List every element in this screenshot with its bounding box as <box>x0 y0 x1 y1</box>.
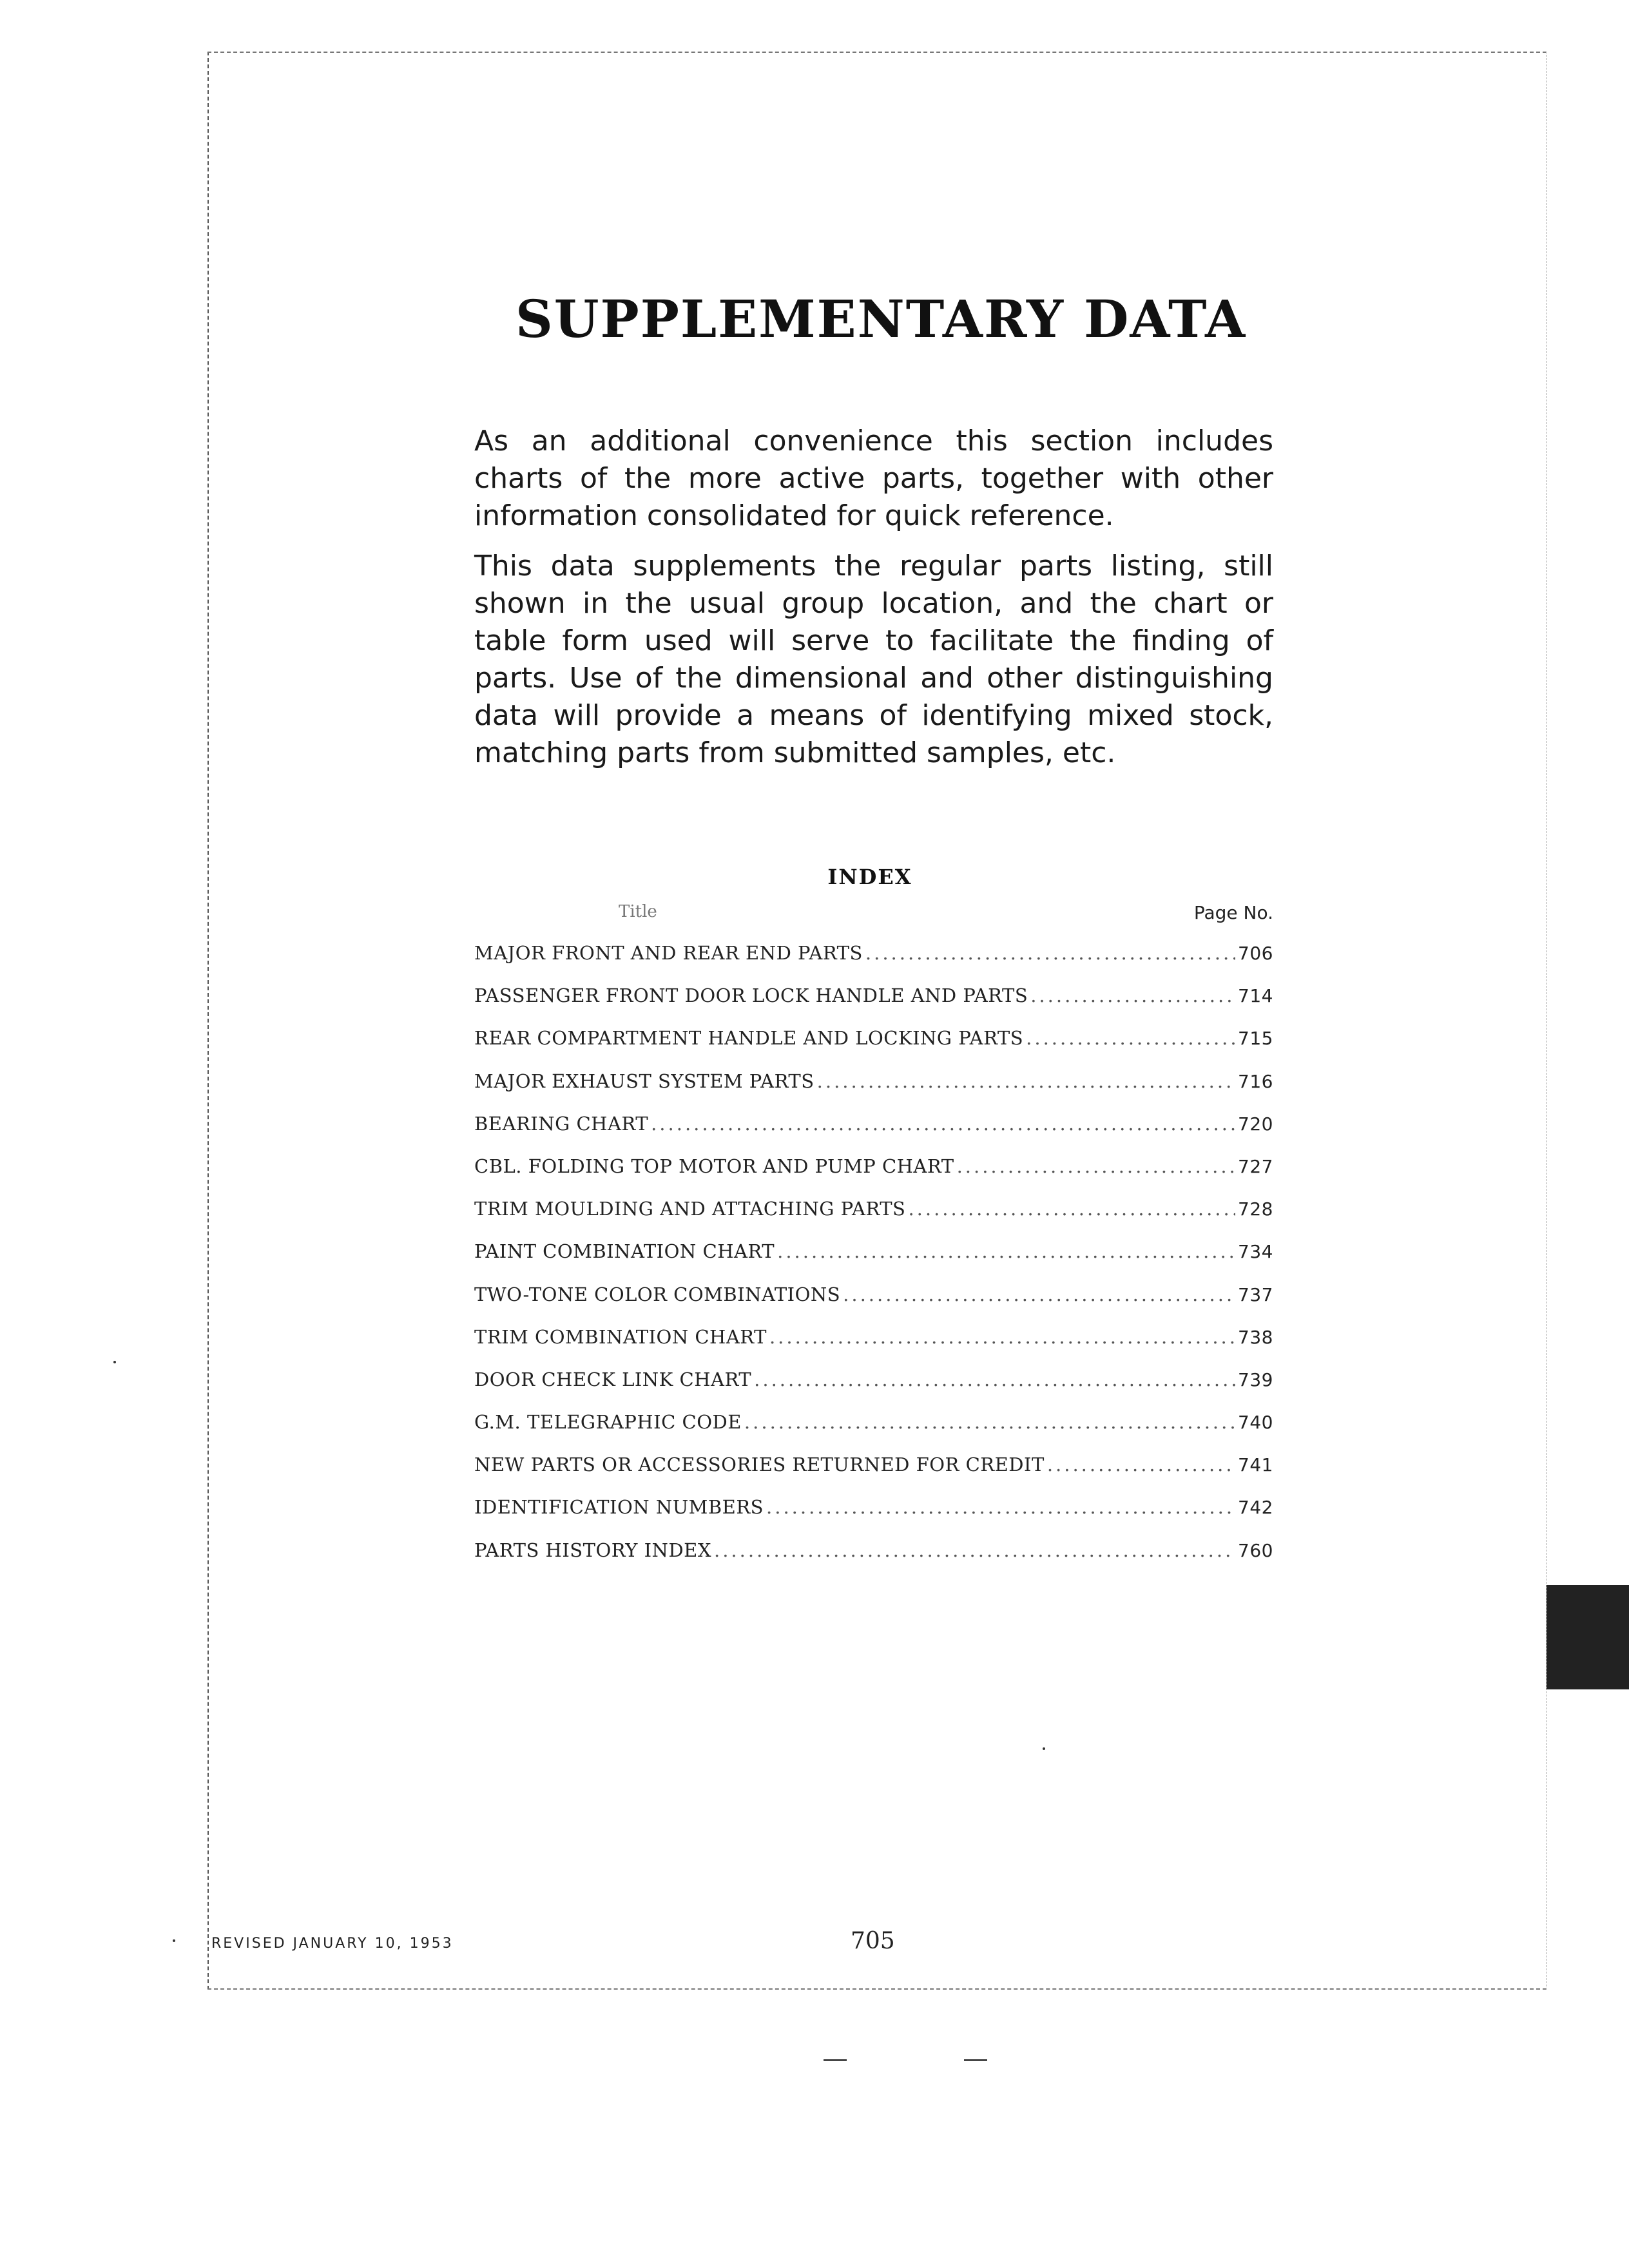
index-column-page-no: Page No. <box>1193 902 1273 923</box>
scan-speck <box>173 1939 175 1942</box>
dot-leader <box>843 1283 1235 1305</box>
index-entry-title: IDENTIFICATION NUMBERS <box>474 1496 764 1519</box>
index-entry-title: TWO-TONE COLOR COMBINATIONS <box>474 1283 841 1305</box>
dot-leader <box>754 1369 1235 1390</box>
index-entry-page: 714 <box>1238 985 1273 1007</box>
index-entry-page: 742 <box>1238 1497 1273 1519</box>
dot-leader <box>817 1070 1235 1092</box>
scan-dash <box>824 2059 847 2061</box>
dot-leader <box>957 1155 1235 1177</box>
index-entry-page: 738 <box>1238 1326 1273 1348</box>
index-entry-page: 734 <box>1238 1241 1273 1263</box>
index-entry-title: CBL. FOLDING TOP MOTOR AND PUMP CHART <box>474 1155 954 1177</box>
index-entry-page: 727 <box>1238 1155 1273 1177</box>
dot-leader <box>1030 985 1235 1006</box>
index-entry-title: MAJOR FRONT AND REAR END PARTS <box>474 942 863 964</box>
index-entry-title: PARTS HISTORY INDEX <box>474 1539 711 1561</box>
index-column-title: Title <box>619 902 657 921</box>
index-entry-title: G.M. TELEGRAPHIC CODE <box>474 1411 742 1434</box>
index-entry-title: NEW PARTS OR ACCESSORIES RETURNED FOR CREDIT <box>474 1454 1045 1476</box>
index-entry-title: REAR COMPARTMENT HANDLE AND LOCKING PARTS <box>474 1027 1024 1050</box>
dot-leader <box>908 1198 1235 1220</box>
index-entry-title: PAINT COMBINATION CHART <box>474 1240 775 1263</box>
index-entry-page: 739 <box>1238 1369 1273 1390</box>
dot-leader <box>651 1113 1235 1135</box>
dot-leader <box>777 1240 1235 1262</box>
intro-paragraph-2: This data supplements the regular parts listing, still shown in the usual group location, and the chart or table form used will serve to facilitate the finding of parts. Use of the dimensional and other distinguishing data will provide a means of identifying mixed stock, matching parts from submitted samples, etc. <box>474 550 1273 769</box>
index-entry <box>474 1283 1273 1326</box>
index-entry-page: 741 <box>1238 1454 1273 1476</box>
index-entry <box>474 1411 1273 1454</box>
index-entry <box>474 1326 1273 1369</box>
index-entry-title: TRIM MOULDING AND ATTACHING PARTS <box>474 1198 906 1220</box>
dot-leader <box>1026 1027 1235 1049</box>
dot-leader <box>744 1411 1235 1433</box>
revision-date: REVISED JANUARY 10, 1953 <box>211 1936 454 1952</box>
index-entry <box>474 1198 1273 1240</box>
index-entry <box>474 985 1273 1027</box>
index-entry-page: 715 <box>1238 1028 1273 1050</box>
page-title: SUPPLEMENTARY DATA <box>516 289 1247 349</box>
dot-leader <box>769 1326 1235 1348</box>
index-heading: INDEX <box>827 865 912 889</box>
index-entry <box>474 1454 1273 1496</box>
index-entry <box>474 1070 1273 1113</box>
index-entry <box>474 1155 1273 1198</box>
index-entry <box>474 942 1273 985</box>
scan-dash <box>964 2059 987 2061</box>
index-entry-page: 737 <box>1238 1283 1273 1305</box>
index-entry-title: DOOR CHECK LINK CHART <box>474 1368 752 1390</box>
scan-speck <box>113 1361 116 1363</box>
index-entry-title: TRIM COMBINATION CHART <box>474 1325 767 1348</box>
index-entry <box>474 1539 1273 1582</box>
index-entry <box>474 1113 1273 1155</box>
intro-paragraph-1: As an additional convenience this section includes charts of the more active parts, together with other information consolidated for quick reference. <box>474 425 1273 532</box>
index-list <box>474 942 1273 1582</box>
dot-leader <box>1047 1454 1235 1475</box>
index-entry <box>474 1496 1273 1539</box>
index-entry-page: 706 <box>1238 943 1273 964</box>
scan-speck <box>1043 1747 1045 1750</box>
index-entry-page: 760 <box>1238 1539 1273 1561</box>
index-entry-page: 716 <box>1238 1070 1273 1092</box>
index-entry <box>474 1027 1273 1070</box>
dot-leader <box>766 1496 1235 1518</box>
index-entry-page: 740 <box>1238 1412 1273 1434</box>
dot-leader <box>865 942 1235 964</box>
index-entry-page: 728 <box>1238 1198 1273 1220</box>
page-number: 705 <box>851 1928 895 1954</box>
index-entry <box>474 1240 1273 1283</box>
index-entry-title: BEARING CHART <box>474 1112 649 1135</box>
section-tab-mark <box>1547 1585 1629 1689</box>
dot-leader <box>714 1539 1235 1561</box>
index-entry-title: PASSENGER FRONT DOOR LOCK HANDLE AND PARTS <box>474 985 1028 1007</box>
index-entry-title: MAJOR EXHAUST SYSTEM PARTS <box>474 1070 815 1092</box>
index-entry <box>474 1369 1273 1411</box>
index-entry-page: 720 <box>1238 1113 1273 1135</box>
